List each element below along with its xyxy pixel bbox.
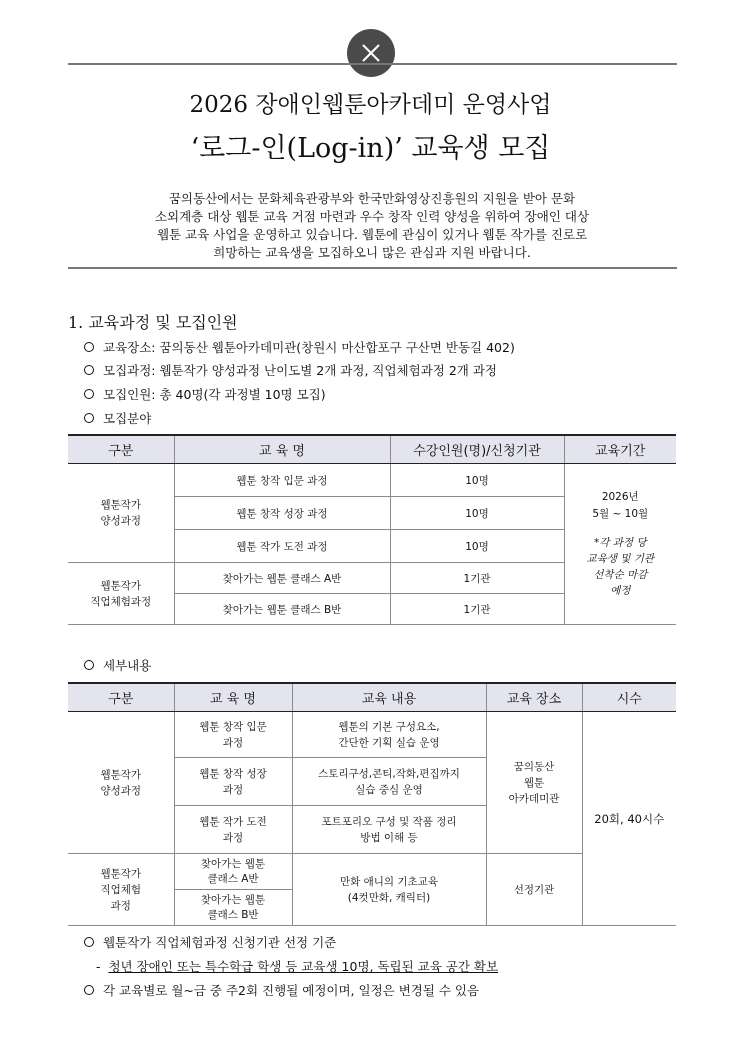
criteria-detail: - 청년 장애인 또는 특수학급 학생 등 교육생 10명, 독립된 교육 공간 확보 [96, 959, 499, 974]
course-capacity: 1기관 [390, 594, 564, 625]
intro-bottom-rule [68, 267, 677, 269]
course-capacity: 10명 [390, 497, 564, 530]
recruitment-table [68, 434, 676, 625]
circle-bullet-icon [84, 342, 94, 352]
course-content: 스토리구성,콘티,작화,편집까지 실습 중심 운영 [292, 758, 486, 806]
course-name: 웹툰 작가 도전 과정 [174, 530, 390, 563]
intro-line: 희망하는 교육생을 모집하오니 많은 관심과 지원 바랍니다. [213, 245, 531, 260]
category-training: 웹툰작가 양성과정 [68, 712, 174, 854]
bullet-fields: 모집분야 [84, 409, 151, 427]
place-academy: 꿈의동산 웹툰 아카데미관 [486, 712, 582, 854]
top-rule [68, 63, 677, 65]
period-cell [564, 464, 676, 625]
intro-line: 소외계층 대상 웹툰 교육 거점 마련과 우수 창작 인력 양성을 위하여 장애인 대상 [154, 209, 590, 224]
circle-bullet-icon [84, 985, 94, 995]
intro-line: 웹툰 교육 사업을 운영하고 있습니다. 웹툰에 관심이 있거나 웹툰 작가를 진로로 [156, 227, 588, 242]
circle-bullet-icon [84, 937, 94, 947]
course-name: 웹툰 창작 성장 과정 [174, 758, 292, 806]
close-button[interactable] [347, 29, 395, 77]
page-title-line1: 2026 장애인웹툰아카데미 운영사업 [189, 92, 552, 118]
category-training: 웹툰작가 양성과정 [68, 464, 174, 563]
header-capacity: 수강인원(명)/신청기관 [390, 435, 564, 464]
course-name: 웹툰 창작 입문 과정 [174, 464, 390, 497]
header-period: 교육기간 [564, 435, 676, 464]
course-name: 웹툰 창작 입문 과정 [174, 712, 292, 758]
course-name: 찾아가는 웹툰 클래스 A반 [174, 563, 390, 594]
period-months: 5월 ~ 10월 [592, 508, 649, 520]
header-content: 교육 내용 [292, 683, 486, 712]
course-name: 찾아가는 웹툰 클래스 A반 [174, 854, 292, 890]
bullet-capacity: 모집인원: 총 40명(각 과정별 10명 모집) [84, 385, 326, 403]
category-experience: 웹툰작가 직업체험 과정 [68, 854, 174, 926]
circle-bullet-icon [84, 389, 94, 399]
course-content: 만화 애니의 기초교육 (4컷만화, 캐릭터) [292, 854, 486, 926]
course-capacity: 10명 [390, 464, 564, 497]
course-name: 웹툰 창작 성장 과정 [174, 497, 390, 530]
course-capacity: 1기관 [390, 563, 564, 594]
header-category: 구분 [68, 683, 174, 712]
bullet-schedule: 각 교육별로 월~금 중 주2회 진행될 예정이며, 일정은 변경될 수 있음 [84, 981, 479, 999]
bullet-location: 교육장소: 꿈의동산 웹툰아카데미관(창원시 마산합포구 구산면 반동길 402) [84, 338, 515, 356]
intro-line: 꿈의동산에서는 문화체육관광부와 한국만화영상진흥원의 지원을 받아 문화 [168, 191, 576, 206]
circle-bullet-icon [84, 413, 94, 423]
course-name: 웹툰 작가 도전 과정 [174, 806, 292, 854]
bullet-courses: 모집과정: 웹툰작가 양성과정 난이도별 2개 과정, 직업체험과정 2개 과정 [84, 361, 497, 379]
bullet-details: 세부내용 [84, 656, 151, 674]
close-icon [361, 43, 381, 63]
category-experience: 웹툰작가 직업체험과정 [68, 563, 174, 625]
section-title: 1. 교육과정 및 모집인원 [68, 313, 238, 332]
course-content: 웹툰의 기본 구성요소, 간단한 기획 실습 운영 [292, 712, 486, 758]
place-selected: 선정기관 [486, 854, 582, 926]
course-content: 포트포리오 구성 및 작품 정리 방법 이해 등 [292, 806, 486, 854]
course-name: 찾아가는 웹툰 클래스 B반 [174, 890, 292, 926]
course-capacity: 10명 [390, 530, 564, 563]
course-name: 찾아가는 웹툰 클래스 B반 [174, 594, 390, 625]
circle-bullet-icon [84, 365, 94, 375]
table-row [68, 712, 676, 758]
period-note: *각 과정 당 교육생 및 기관 선착순 마감 예정 [586, 537, 655, 597]
table-row [68, 464, 676, 497]
intro-paragraph [76, 190, 668, 262]
circle-bullet-icon [84, 660, 94, 670]
header-place: 교육 장소 [486, 683, 582, 712]
header-course-name: 교 육 명 [174, 435, 390, 464]
page-title-line2: ‘로그-인(Log-in)’ 교육생 모집 [190, 133, 551, 164]
header-course-name: 교 육 명 [174, 683, 292, 712]
detail-table [68, 682, 676, 926]
bullet-criteria: 웹툰작가 직업체험과정 신청기관 선정 기준 [84, 933, 336, 951]
header-category: 구분 [68, 435, 174, 464]
period-year: 2026년 [601, 491, 639, 503]
dash-marker: - [96, 959, 101, 974]
hours-cell: 20회, 40시수 [582, 712, 676, 926]
header-hours: 시수 [582, 683, 676, 712]
